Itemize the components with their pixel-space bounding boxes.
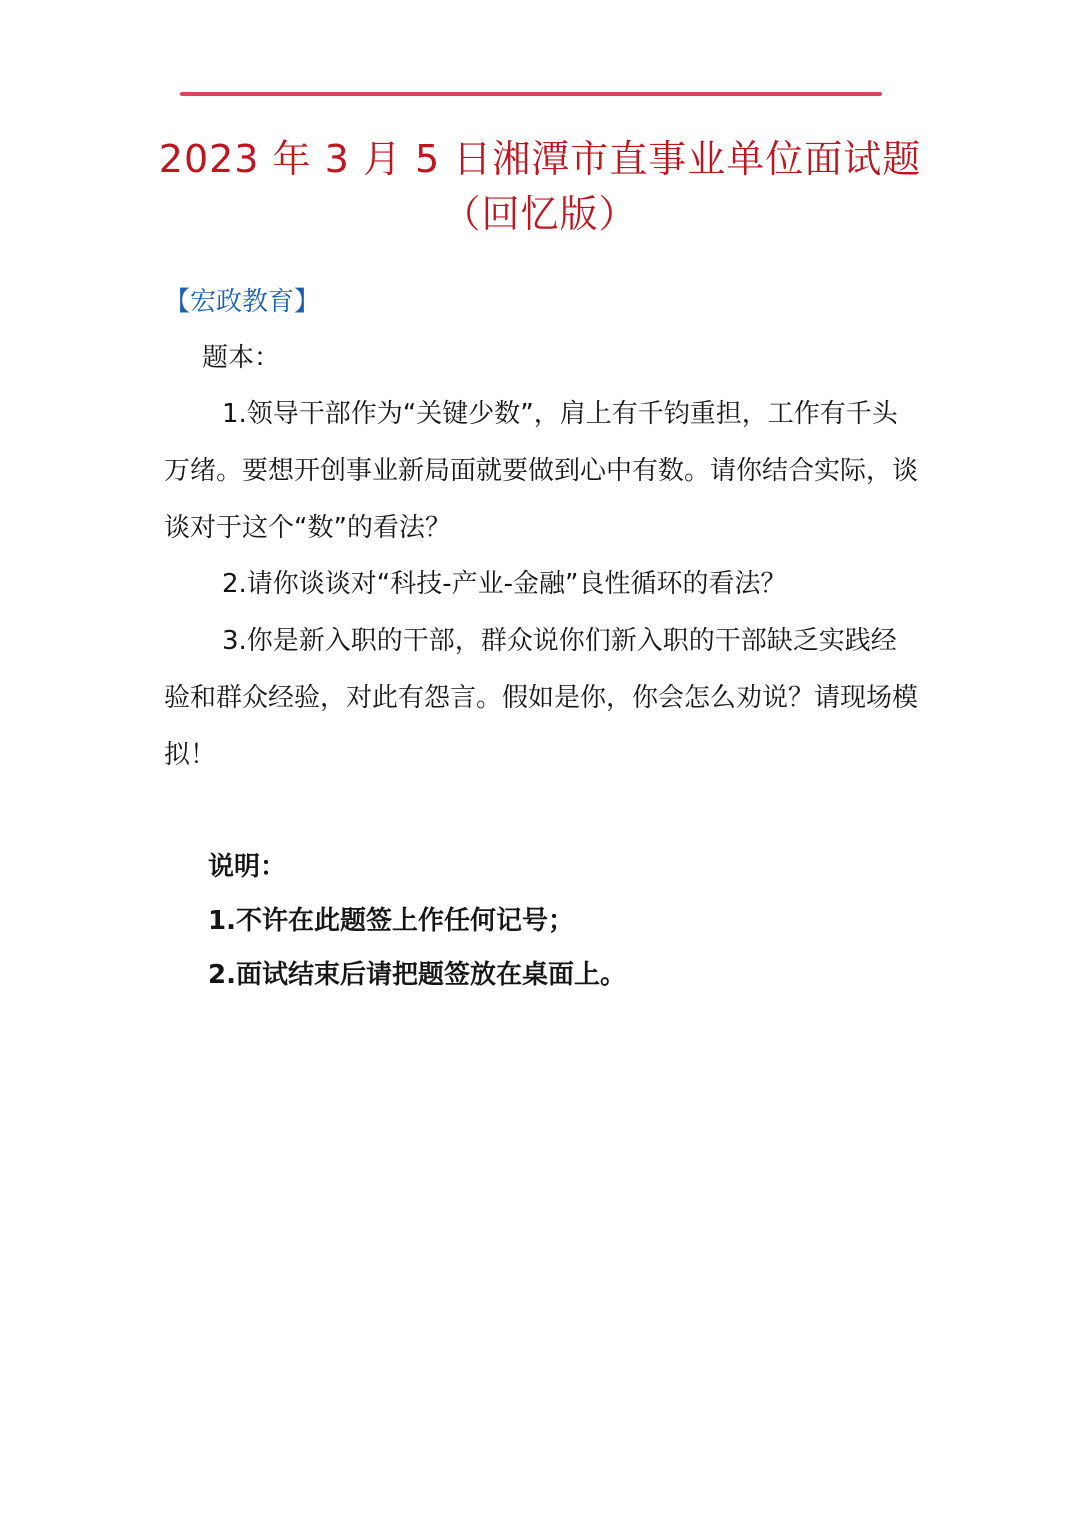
document-title-line2: （回忆版）: [442, 192, 638, 236]
note-2: 2.面试结束后请把题签放在桌面上。: [208, 960, 626, 990]
document-title-line1: 2023 年 3 月 5 日湘潭市直事业单位面试题: [158, 137, 922, 181]
notes-block: [208, 840, 928, 1002]
question-3: 3.你是新入职的干部，群众说你们新入职的干部缺乏实践经验和群众经验，对此有怨言。假如是你，你会怎么劝说？请现场模拟！: [164, 626, 919, 770]
notes-heading: 说明：: [208, 852, 287, 882]
question-2: 2.请你谈谈对“科技-产业-金融”良性循环的看法？: [222, 569, 787, 599]
question-1: 1.领导干部作为“关键少数”，肩上有千钧重担，工作有千头万绪。要想开创事业新局面就要做到心中有数。请你结合实际，谈谈对于这个“数”的看法？: [164, 399, 919, 543]
section-label: 【宏政教育】: [164, 287, 321, 317]
questions-heading: 题本：: [202, 343, 281, 373]
note-1: 1.不许在此题签上作任何记号；: [208, 906, 574, 936]
top-divider: [180, 92, 882, 96]
